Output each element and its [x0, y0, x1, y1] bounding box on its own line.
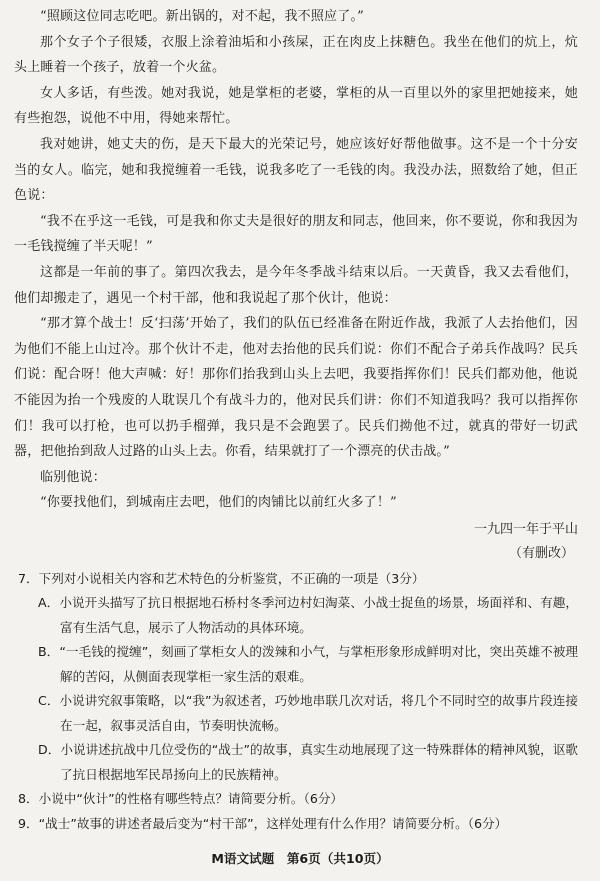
- question-7-stem: 7．下列对小说相关内容和艺术特色的分析鉴赏，不正确的一项是（3分）: [18, 570, 425, 586]
- question-7-option-b: B．“一毛钱的搅缠”，刻画了掌柜女人的泼辣和小气，与掌柜形象形成鲜明对比，突出英雄不被理解的苦闷，从侧面表现掌柜一家生活的艰难。: [38, 644, 578, 684]
- question-9: 9．“战士”故事的讲述者最后变为“村干部”，这样处理有什么作用？请简要分析。（6分）: [18, 815, 508, 831]
- story-abridged-note: （有删改）: [508, 545, 574, 561]
- story-paragraph: “我不在乎这一毛钱，可是我和你丈夫是很好的朋友和同志，他回来，你不要说，你和我因为一毛钱搅缠了半天呢！”: [14, 213, 578, 255]
- story-paragraph: “照顾这位同志吃吧。新出锅的，对不起，我不照应了。”: [40, 9, 364, 24]
- story-paragraph: “你要找他们，到城南庄去吧，他们的肉铺比以前红火多了！”: [40, 495, 397, 511]
- story-paragraph: 那个女子个子很矮，衣服上涂着油垢和小孩屎，正在肉皮上抹糖色。我坐在他们的炕上，炕头上睡着一个孩子，放着一个火盆。: [14, 34, 578, 76]
- story-date-signature: 一九四一年于平山: [473, 521, 578, 537]
- question-7-option-c: C．小说讲究叙事策略，以“我”为叙述者，巧妙地串联几次对话，将几个不同时空的故事片段连接在一起，叙事灵活自由，节奏明快流畅。: [38, 693, 578, 733]
- question-7-option-a: A．小说开头描写了抗日根据地石桥村冬季河边村妇淘菜、小战士捉鱼的场景，场面祥和、有趣，富有生活气息，展示了人物活动的具体环境。: [38, 595, 578, 635]
- story-paragraph: 我对她讲，她丈夫的伤，是天下最大的光荣记号，她应该好好帮他做事。这不是一个十分安当的女人。临完，她和我搅缠着一毛钱，说我多吃了一毛钱的肉。我没办法，照数给了她，但正色说：: [14, 136, 578, 204]
- question-7: [14, 567, 578, 788]
- page-footer: M语文试题 第6页（共10页）: [211, 851, 389, 866]
- story-paragraph: 这都是一年前的事了。第四次我去，是今年冬季战斗结束以后。一天黄昏，我又去看他们，他们却搬走了，遇见一个村干部，他和我说起了那个伙计，他说：: [14, 264, 578, 306]
- story-paragraph: “那才算个战士！反‘扫荡’开始了，我们的队伍已经准备在附近作战，我派了人去抬他们，因为他们不能上山过冷。那个伙计不走，他对去抬他的民兵们说：你们不配合子弟兵作战吗？民兵们说：配合呀！他大声喊：好！那你们抬我到山头上去吧，我要指挥你们！民兵们都劝他，他说不能因为抬一个残废的人耽误几个有战斗力的，他对民兵们讲：你们不知道我吗？我可以指挥你们！我可以打枪，也可以扔手榴弹，我只是不会跑罢了。民兵们拗他不过，就真的带好一切武器，把他抬到敌人过路的山头上去。你看，结果就打了一个漂亮的伏击战。”: [14, 316, 578, 460]
- question-7-option-d: D．小说讲述抗战中几位受伤的“战士”的故事，真实生动地展现了这一特殊群体的精神风貌，讴歌了抗日根据地军民昂扬向上的民族精神。: [38, 742, 578, 782]
- question-8: 8．小说中“伙计”的性格有哪些特点？请简要分析。（6分）: [18, 791, 344, 807]
- story-passage: [14, 4, 578, 566]
- story-paragraph: 女人多话，有些泼。她对我说，她是掌柜的老婆，掌柜的从一百里以外的家里把她接来，她有些抱怨，说他不中用，得她来帮忙。: [14, 85, 578, 127]
- story-paragraph: 临别他说：: [40, 469, 107, 485]
